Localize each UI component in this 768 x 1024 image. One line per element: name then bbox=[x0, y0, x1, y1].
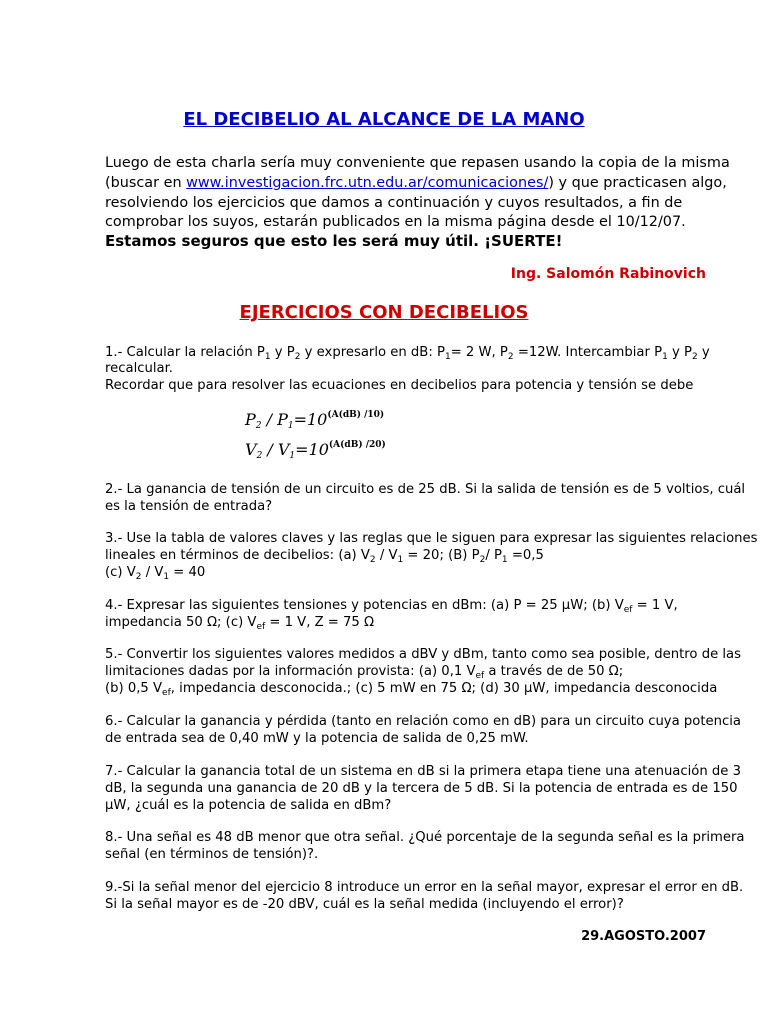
exercise-2-line-1: 2.- La ganancia de tensión de un circuito es de 25 dB. Si la salida de tensión es de 5 voltios, cuál bbox=[105, 482, 746, 497]
exercise-3-line-1: 3.- Use la tabla de valores claves y las reglas que le siguen para expresar las siguientes relaciones bbox=[105, 531, 758, 546]
intro-line-2-post: ) y que practicasen algo, bbox=[548, 175, 727, 191]
exercise-8-line-1: 8.- Una señal es 48 dB menor que otra señal. ¿Qué porcentaje de la segunda señal es la primera bbox=[105, 830, 745, 845]
exercise-7-line-1: 7.- Calcular la ganancia total de un sistema en dB si la primera etapa tiene una atenuación de 3 bbox=[105, 764, 741, 779]
comunicaciones-link[interactable]: www.investigacion.frc.utn.edu.ar/comunicaciones/ bbox=[186, 175, 549, 191]
document-date: 29.AGOSTO.2007 bbox=[581, 929, 706, 944]
exercise-4-line-1: 4.- Expresar las siguientes tensiones y potencias en dBm: (a) P = 25 µW; (b) $V_{ef} = 1$ V, bbox=[105, 598, 678, 615]
exercise-3-line-2: lineales en términos de decibelios: (a) $V_2 / V_1 = 20$; (B) $P_2/$ $P_1 =0,5$ bbox=[105, 548, 544, 565]
exercise-8-line-2: señal (en términos de tensión)?. bbox=[105, 847, 319, 862]
exercise-9-line-1: 9.-Si la señal menor del ejercicio 8 introduce un error en la señal mayor, expresar el error en dB. bbox=[105, 880, 744, 895]
intro-line-2-pre: (buscar en bbox=[105, 175, 187, 191]
intro-line-5: Estamos seguros que esto les será muy útil. ¡SUERTE! bbox=[105, 232, 563, 250]
exercise-6-line-1: 6.- Calcular la ganancia y pérdida (tanto en relación como en dB) para un circuito cuya potencia bbox=[105, 714, 741, 729]
exercise-1-line-3: Recordar que para resolver las ecuaciones en decibelios para potencia y tensión se debe bbox=[105, 378, 694, 393]
exercise-7-line-2: dB, la segunda una ganancia de 20 dB y la tercera de 5 dB. Si la potencia de entrada es de 150 bbox=[105, 781, 738, 796]
exercise-1-line-1: 1.- Calcular la relación $P_1$ y $P_2$ y expresarlo en dB: $P_1= 2$ W, $P_2 =12W$. Intercambiar $P_1$ y $P_2$ y bbox=[105, 345, 710, 362]
exercise-5-line-3: (b) 0,5 $V_{ef}$, impedancia desconocida.; (c) 5 mW en 75 Ω; (d) 30 µW, impedancia desconocida bbox=[105, 681, 718, 698]
exercise-1-line-2: recalcular. bbox=[105, 361, 173, 376]
exercise-5-line-1: 5.- Convertir los siguientes valores medidos a dBV y dBm, tanto como sea posible, dentro de las bbox=[105, 647, 741, 662]
formula-power: $P_2 / P_1=10^{(A(dB) /10)}$ bbox=[245, 410, 385, 431]
intro-line-4: comprobar los suyos, estarán publicados en la misma página desde el 10/12/07. bbox=[105, 214, 686, 230]
intro-line-1: Luego de esta charla sería muy conveniente que repasen usando la copia de la misma bbox=[105, 155, 730, 171]
intro-line-2 bbox=[105, 174, 727, 193]
section-title: EJERCICIOS CON DECIBELIOS bbox=[239, 302, 529, 323]
intro-line-3: resolviendo los ejercicios que damos a continuación y cuyos resultados, a fin de bbox=[105, 195, 683, 211]
exercise-2-line-2: es la tensión de entrada? bbox=[105, 499, 273, 514]
author: Ing. Salomón Rabinovich bbox=[510, 266, 706, 282]
exercise-6-line-2: de entrada sea de 0,40 mW y la potencia de salida de 0,25 mW. bbox=[105, 731, 529, 746]
exercise-9-line-2: Si la señal mayor es de -20 dBV, cuál es la señal medida (incluyendo el error)? bbox=[105, 897, 624, 912]
exercise-5-line-2: limitaciones dadas por la información provista: (a) 0,1 $V_{ef}$ a través de de 50 Ω; bbox=[105, 664, 624, 681]
exercise-3-line-3: (c) $V_2 / V_1 = 40$ bbox=[105, 565, 206, 582]
exercise-4-line-2: impedancia 50 Ω; (c) $V_{ef} = 1$ V, Z = 75 Ω bbox=[105, 615, 375, 632]
exercise-7-line-3: µW, ¿cuál es la potencia de salida en dBm? bbox=[105, 798, 392, 813]
page-title: EL DECIBELIO AL ALCANCE DE LA MANO bbox=[183, 109, 585, 130]
formula-voltage: $V_2 / V_1=10^{(A(dB) /20)}$ bbox=[245, 440, 386, 461]
